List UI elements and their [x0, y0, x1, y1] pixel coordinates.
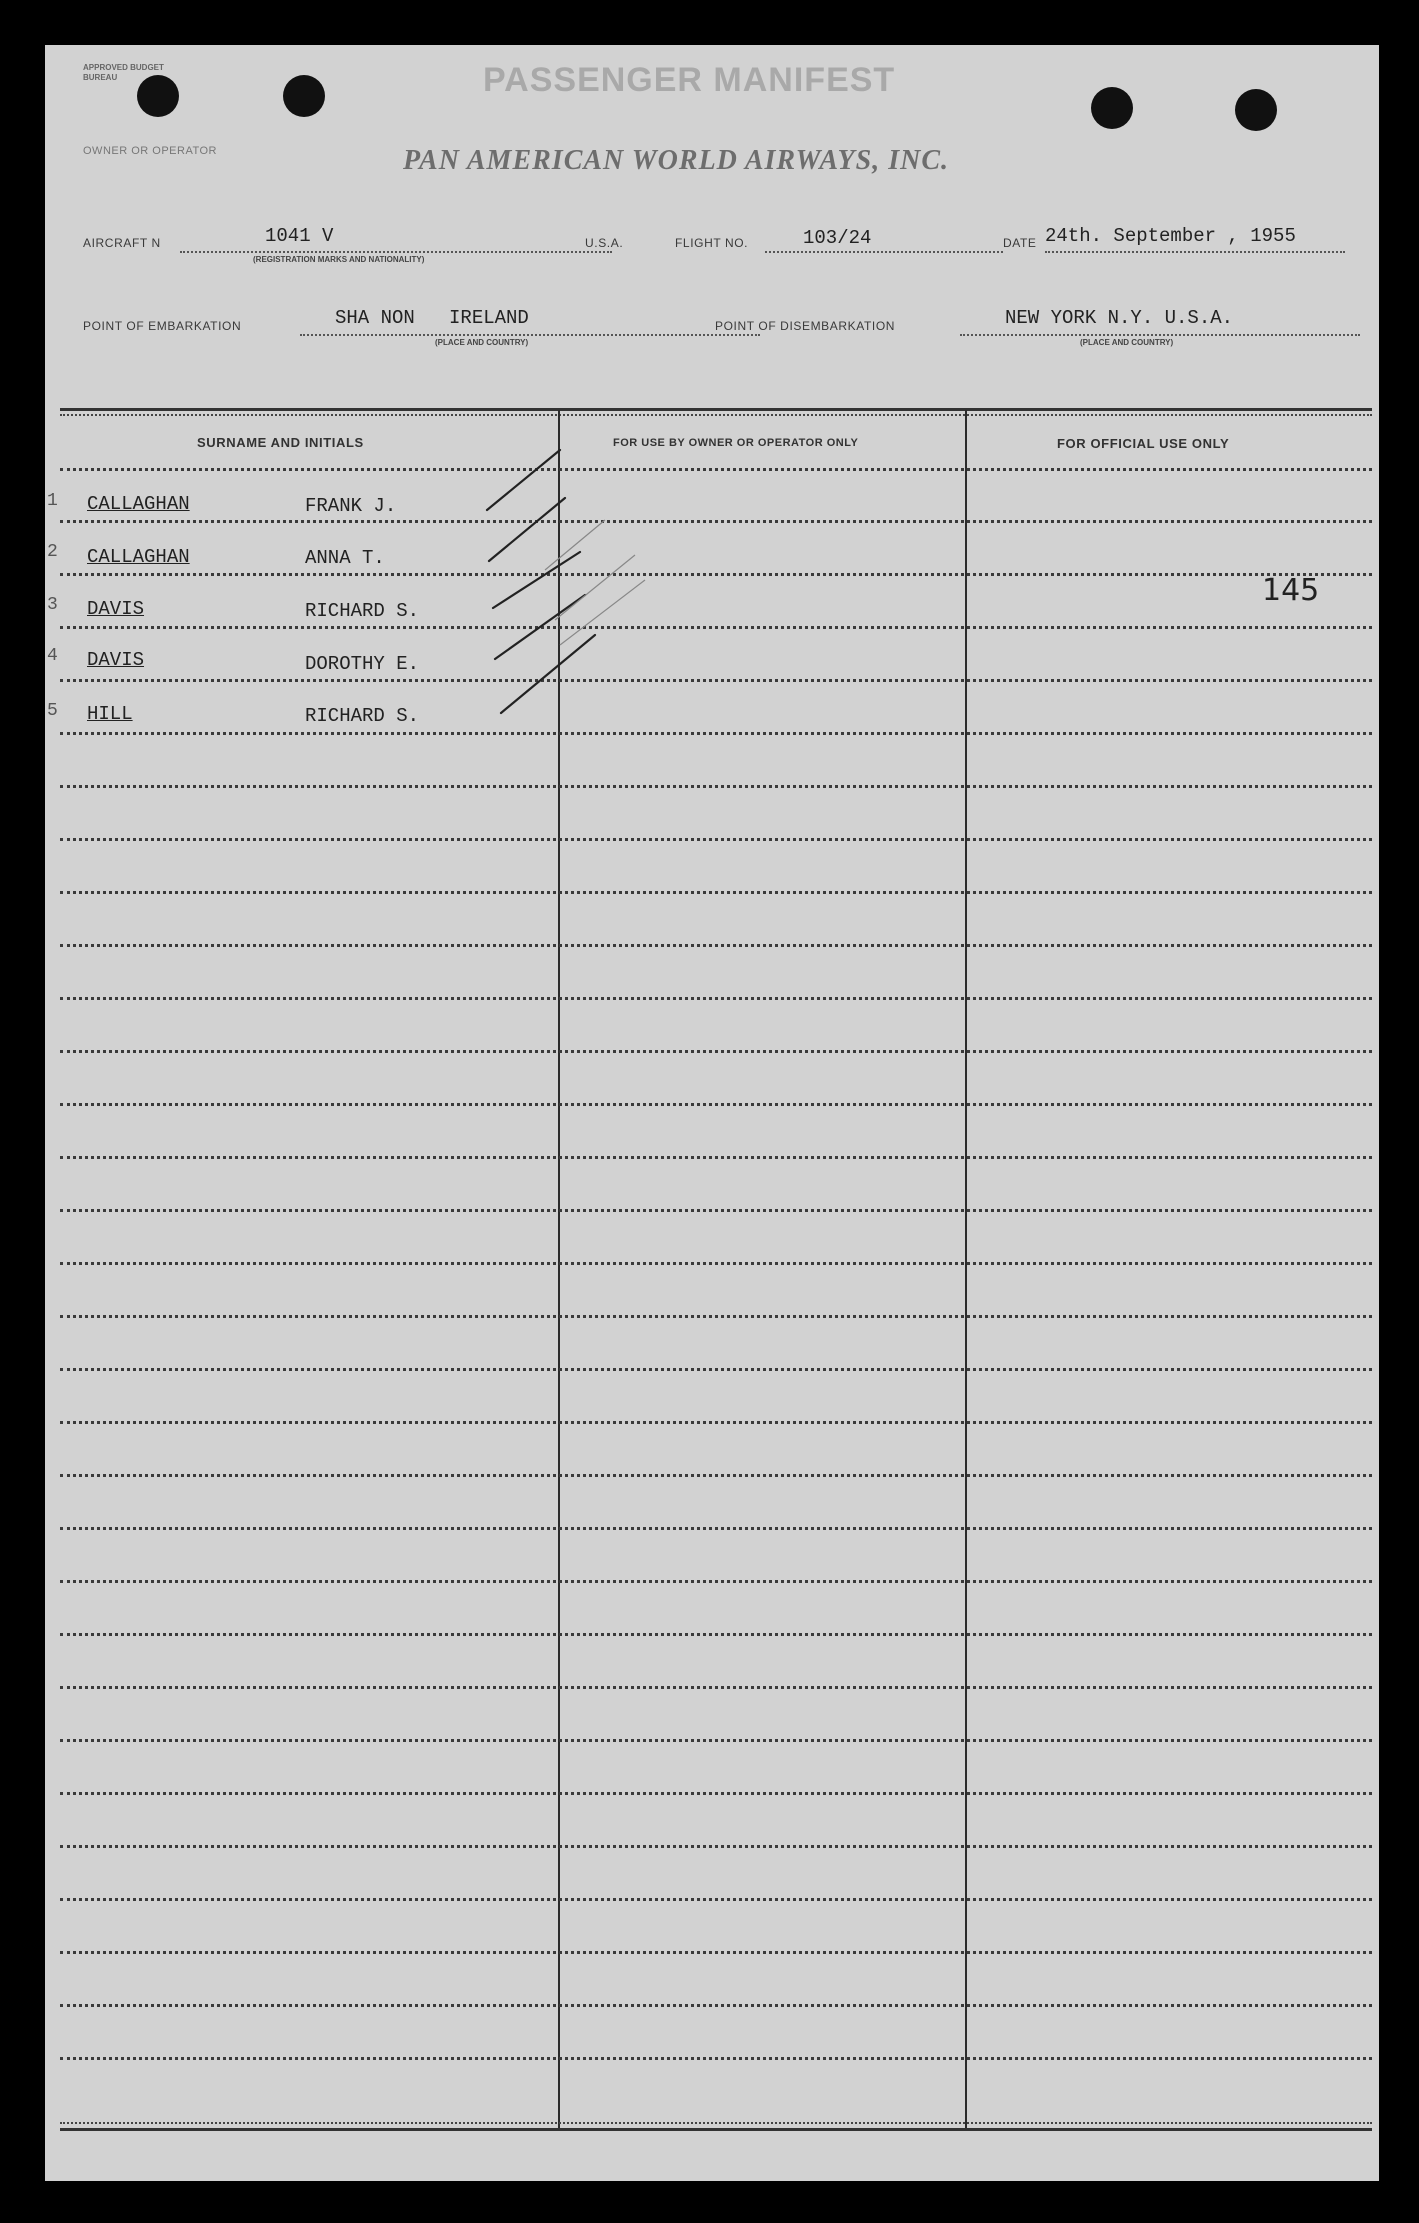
usa-label: U.S.A.	[585, 236, 624, 250]
column-header-official-use: FOR OFFICIAL USE ONLY	[1057, 436, 1230, 451]
table-row-rule	[60, 1315, 1372, 1318]
row-number: 4	[47, 646, 58, 666]
owner-name: PAN AMERICAN WORLD AIRWAYS, INC.	[403, 145, 950, 176]
column-header-surname: SURNAME AND INITIALS	[197, 435, 364, 450]
table-row-rule	[60, 1421, 1372, 1424]
aircraft-sublabel: (REGISTRATION MARKS AND NATIONALITY)	[253, 255, 425, 264]
disembarkation-sublabel: (PLACE AND COUNTRY)	[1080, 338, 1174, 347]
row-number: 5	[47, 701, 58, 721]
table-row-rule	[60, 573, 1372, 576]
table-row-rule	[60, 997, 1372, 1000]
flight-value: 103/24	[803, 227, 872, 249]
table-row-rule	[60, 1368, 1372, 1371]
date-label: DATE	[1003, 236, 1037, 250]
surname: CALLAGHAN	[87, 493, 190, 515]
table-row-rule	[60, 1103, 1372, 1106]
table-row-rule	[60, 2004, 1372, 2007]
initials: DOROTHY E.	[305, 653, 420, 675]
embarkation-label: POINT OF EMBARKATION	[83, 319, 242, 333]
embarkation-value: SHA NON IRELAND	[335, 307, 529, 329]
surname: DAVIS	[87, 598, 145, 620]
table-row-rule	[60, 891, 1372, 894]
initials: RICHARD S.	[305, 705, 420, 727]
punch-hole	[1235, 89, 1277, 131]
aircraft-label: AIRCRAFT N	[83, 236, 161, 250]
owner-label: OWNER OR OPERATOR	[83, 145, 217, 157]
table-row-rule	[60, 1050, 1372, 1053]
table-row-rule	[60, 1633, 1372, 1636]
table-row-rule	[60, 468, 1372, 471]
table-row-rule	[60, 1262, 1372, 1265]
flight-label: FLIGHT NO.	[675, 236, 749, 250]
table-row-rule	[60, 1739, 1372, 1742]
table-row-rule	[60, 1898, 1372, 1901]
manifest-title: PASSENGER MANIFEST	[483, 61, 896, 99]
table-row-rule	[60, 2057, 1372, 2060]
table-row-rule	[60, 1156, 1372, 1159]
date-value: 24th. September , 1955	[1045, 225, 1296, 247]
table-row-rule	[60, 1951, 1372, 1954]
table-row-rule	[60, 1845, 1372, 1848]
table-row-rule	[60, 679, 1372, 682]
punch-hole	[283, 75, 325, 117]
table-row-rule	[60, 838, 1372, 841]
official-number: 145	[1262, 573, 1320, 608]
disembarkation-value: NEW YORK N.Y. U.S.A.	[1005, 307, 1234, 329]
aircraft-value: 1041 V	[265, 225, 334, 247]
table-row-rule	[60, 626, 1372, 629]
table-row-rule	[60, 785, 1372, 788]
table-row-rule	[60, 1527, 1372, 1530]
punch-hole	[1091, 87, 1133, 129]
manifest-page	[45, 45, 1379, 2181]
surname: HILL	[87, 703, 133, 725]
surname: DAVIS	[87, 649, 145, 671]
table-row-rule	[60, 1474, 1372, 1477]
disembarkation-label: POINT OF DISEMBARKATION	[715, 319, 896, 333]
table-row-rule	[60, 520, 1372, 523]
table-row-rule	[60, 732, 1372, 735]
row-number: 2	[47, 542, 58, 562]
embarkation-sublabel: (PLACE AND COUNTRY)	[435, 338, 529, 347]
table-row-rule	[60, 944, 1372, 947]
surname: CALLAGHAN	[87, 546, 190, 568]
pencil-check-marks	[485, 430, 675, 760]
table-row-rule	[60, 1792, 1372, 1795]
initials: RICHARD S.	[305, 600, 420, 622]
row-number: 3	[47, 595, 58, 615]
table-row-rule	[60, 1209, 1372, 1212]
table-row-rule	[60, 1580, 1372, 1583]
budget-approval-text: APPROVED BUDGET BUREAU	[83, 63, 164, 82]
row-number: 1	[47, 491, 58, 511]
initials: FRANK J.	[305, 495, 397, 517]
initials: ANNA T.	[305, 547, 385, 569]
column-header-owner-use: FOR USE BY OWNER OR OPERATOR ONLY	[613, 437, 859, 449]
table-row-rule	[60, 1686, 1372, 1689]
